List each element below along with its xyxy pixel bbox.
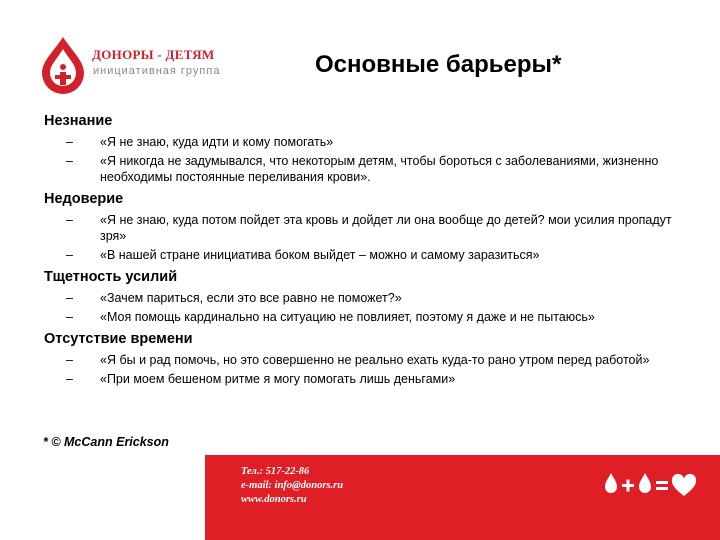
dash-bullet: – bbox=[66, 372, 73, 386]
quote-text: «Я не знаю, куда идти и кому помогать» bbox=[100, 135, 334, 149]
blood-drop-icon bbox=[639, 473, 651, 493]
list-item bbox=[44, 309, 684, 325]
logo-subtitle: инициативная группа bbox=[93, 65, 221, 77]
plus-icon bbox=[622, 480, 634, 492]
dash-bullet: – bbox=[66, 213, 73, 227]
quote-text: «Моя помощь кардинально на ситуацию не повлияет, поэтому я даже и не пытаюсь» bbox=[100, 310, 595, 324]
barriers-list bbox=[44, 112, 684, 392]
quote-text: «Я бы и рад помочь, но это совершенно не реально ехать куда-то рано утром перед работой» bbox=[100, 353, 650, 367]
dash-bullet: – bbox=[66, 154, 73, 168]
section-heading: Незнание bbox=[44, 113, 113, 129]
section-heading: Отсутствие времени bbox=[44, 331, 193, 347]
blood-drop-logo-icon bbox=[38, 35, 88, 95]
section-distrust bbox=[44, 190, 684, 263]
list-item bbox=[44, 290, 684, 306]
email-link[interactable]: e-mail: info@donors.ru bbox=[241, 480, 344, 491]
section-unawareness bbox=[44, 112, 684, 185]
dash-bullet: – bbox=[66, 291, 73, 305]
section-futility bbox=[44, 268, 684, 325]
section-heading: Недоверие bbox=[44, 191, 124, 207]
dash-bullet: – bbox=[66, 353, 73, 367]
list-item bbox=[44, 212, 684, 244]
section-heading: Тщетность усилий bbox=[44, 269, 178, 285]
list-item bbox=[44, 352, 684, 368]
dash-bullet: – bbox=[66, 310, 73, 324]
heart-icon bbox=[672, 474, 696, 496]
logo-name: ДОНОРЫ - ДЕТЯМ bbox=[92, 47, 215, 62]
quote-text: «Зачем париться, если это все равно не поможет?» bbox=[100, 291, 402, 305]
website-link[interactable]: www.donors.ru bbox=[241, 494, 307, 505]
donation-formula bbox=[603, 469, 698, 499]
dash-bullet: – bbox=[66, 135, 73, 149]
quote-text: «Я никогда не задумывался, что некоторым детям, чтобы бороться с заболеваниями, жизненно необходимы постоянные переливания крови». bbox=[100, 154, 659, 184]
list-item bbox=[44, 134, 684, 150]
contact-info bbox=[241, 465, 343, 507]
quote-text: «При моем бешеном ритме я могу помогать лишь деньгами» bbox=[100, 372, 456, 386]
footer-banner bbox=[205, 455, 720, 540]
quote-text: «В нашей стране инициатива боком выйдет – можно и самому заразиться» bbox=[100, 248, 540, 262]
quote-text: «Я не знаю, куда потом пойдет эта кровь и дойдет ли она вообще до детей? мои усилия пропадут зря» bbox=[100, 213, 672, 243]
blood-drop-icon bbox=[605, 473, 617, 493]
section-lack-of-time bbox=[44, 330, 684, 387]
list-item bbox=[44, 247, 684, 263]
dash-bullet: – bbox=[66, 248, 73, 262]
list-item bbox=[44, 153, 684, 185]
footnote: * © McCann Erickson bbox=[43, 435, 169, 449]
slide-title: Основные барьеры* bbox=[315, 51, 562, 78]
phone: Тел.: 517-22-86 bbox=[241, 466, 310, 477]
list-item bbox=[44, 371, 684, 387]
equals-icon bbox=[656, 481, 668, 490]
logo bbox=[38, 35, 238, 95]
